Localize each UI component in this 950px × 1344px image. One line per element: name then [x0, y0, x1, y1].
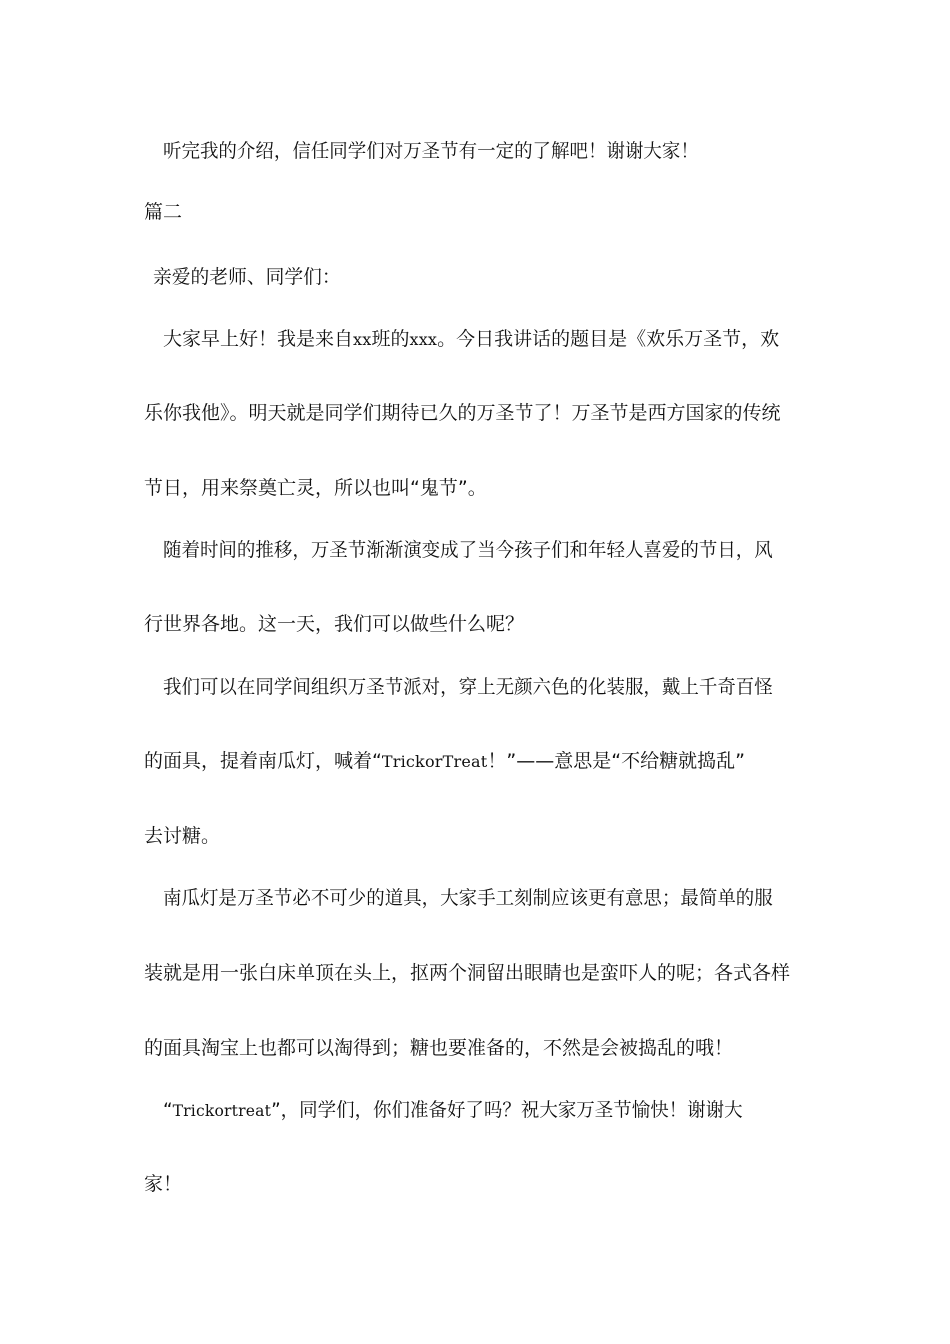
text-span: xxx	[409, 330, 438, 349]
paragraph-line: 乐你我他》。明天就是同学们期待已久的万圣节了！万圣节是西方国家的传统	[144, 402, 781, 424]
text-span: TrickorTreat	[381, 752, 488, 771]
text-span: xx	[353, 330, 372, 349]
paragraph-line: 装就是用一张白床单顶在头上，抠两个洞留出眼睛也是蛮吓人的呢；各式各样	[144, 962, 791, 984]
text-span: Trickortreat	[172, 1101, 272, 1120]
text-span: 大家早上好！我是来自	[163, 328, 354, 350]
paragraph-line: 节日，用来祭奠亡灵，所以也叫“鬼节”。	[144, 477, 487, 499]
text-span: ”，同学们，你们准备好了吗？祝大家万圣节愉快！谢谢大	[271, 1099, 743, 1121]
paragraph-line	[163, 1097, 800, 1124]
text-span: 班的	[371, 328, 410, 350]
text-span: “	[163, 1099, 173, 1121]
paragraph-line: 去讨糖。	[144, 825, 221, 847]
text-span: 。今日我讲话的题目是《欢乐万圣节，欢	[437, 328, 780, 350]
paragraph-line: 家！	[144, 1173, 183, 1195]
paragraph-line	[163, 326, 799, 353]
text-line: 听完我的介绍，信任同学们对万圣节有一定的了解吧！谢谢大家！	[163, 140, 699, 162]
salutation: 亲爱的老师、同学们：	[153, 266, 341, 288]
paragraph-line: 的面具淘宝上也都可以淘得到；糖也要准备的，不然是会被捣乱的哦！	[144, 1037, 734, 1059]
paragraph-line: 行世界各地。这一天，我们可以做些什么呢？	[144, 613, 525, 635]
paragraph-line: 我们可以在同学间组织万圣节派对，穿上无颜六色的化装服，戴上千奇百怪	[163, 676, 773, 698]
text-span: 的面具，提着南瓜灯，喊着“	[144, 750, 382, 772]
section-heading: 篇二	[144, 201, 183, 223]
paragraph-line	[144, 748, 799, 775]
paragraph-line: 南瓜灯是万圣节必不可少的道具，大家手工刻制应该更有意思；最简单的服	[163, 887, 773, 909]
paragraph-line: 随着时间的推移，万圣节渐渐演变成了当今孩子们和年轻人喜爱的节日，风	[163, 539, 773, 561]
text-span: ！”——意思是“不给糖就捣乱”	[487, 750, 745, 772]
